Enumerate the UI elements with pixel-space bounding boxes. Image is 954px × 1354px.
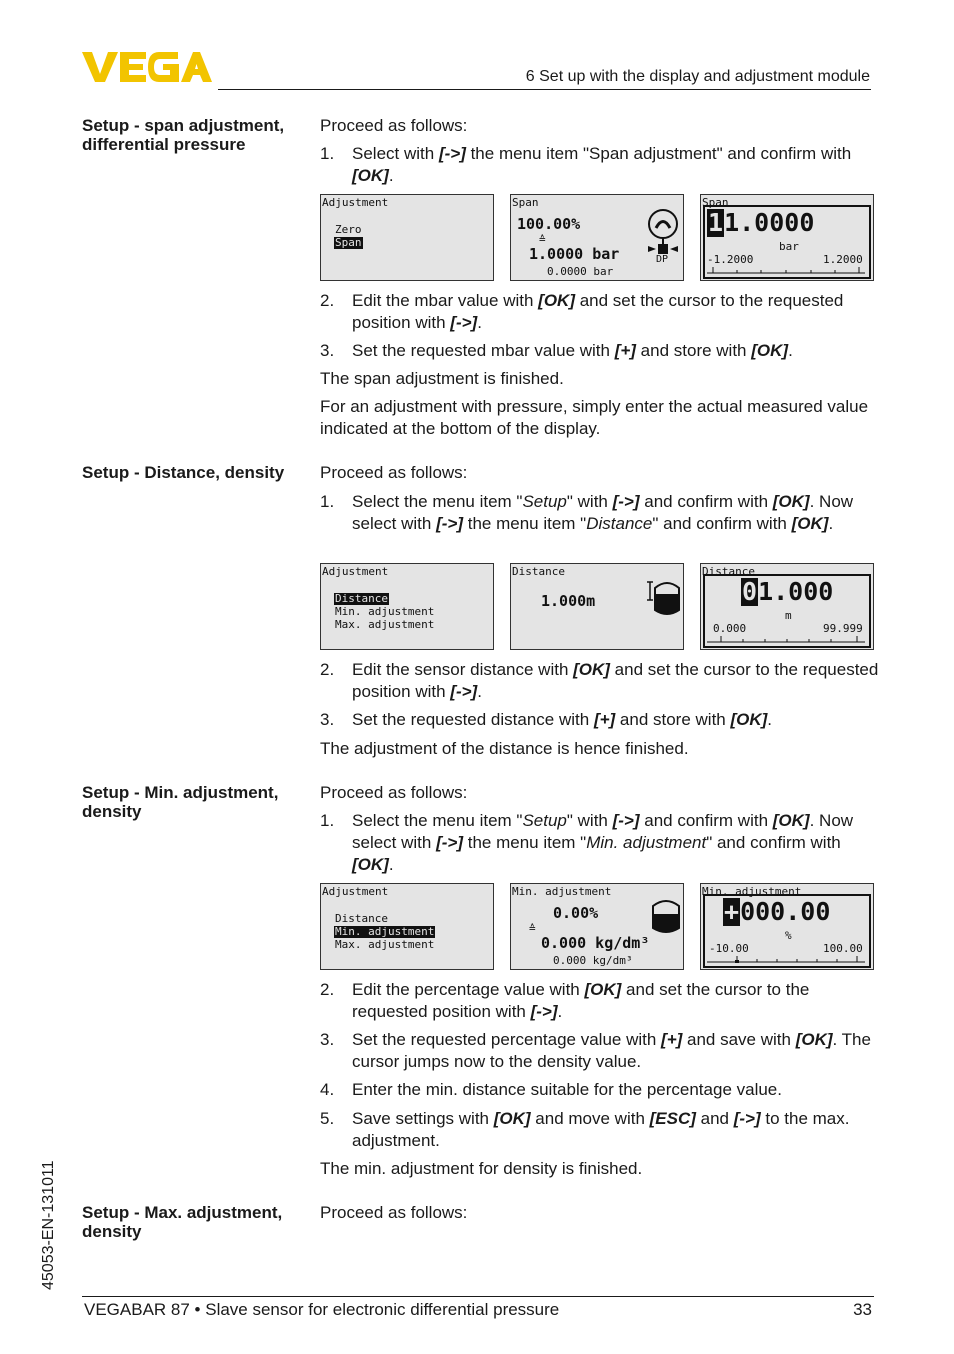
lcd-max: 100.00	[823, 942, 863, 955]
footer-rule	[82, 1296, 874, 1297]
section-heading-max-adjustment: Setup - Max. adjustment, density	[82, 1203, 283, 1241]
step-number: 3.	[320, 710, 335, 729]
lcd-edit-frame	[703, 205, 871, 279]
page-number: 33	[853, 1300, 872, 1319]
lcd-unit: bar	[779, 240, 799, 253]
lcd-edit-frame	[703, 574, 871, 648]
step-number: 1.	[320, 492, 335, 511]
step-number: 3.	[320, 341, 335, 360]
lcd-percent: 0.00%	[553, 904, 599, 922]
step-number: 2.	[320, 980, 335, 999]
tank-icon	[651, 896, 681, 936]
lcd-title: Adjustment	[322, 565, 389, 578]
distance-finished: The adjustment of the distance is hence finished.	[320, 739, 689, 758]
lcd-title: Distance	[702, 565, 755, 578]
lcd-scale	[707, 954, 865, 964]
lcd-min: 0.000	[713, 622, 747, 635]
tank-distance-icon	[645, 578, 681, 618]
lcd-title: Adjustment	[322, 885, 389, 898]
lcd-title: Min. adjustment	[702, 885, 802, 898]
lcd-equals-sign: ≙	[539, 233, 546, 246]
step-number: 1.	[320, 144, 335, 163]
step-number: 2.	[320, 660, 335, 679]
lcd-menu-item: Max. adjustment	[335, 618, 435, 631]
lcd-value: 1.000m	[541, 592, 596, 610]
lcd-scale	[707, 265, 865, 275]
lcd-menu-item: Zero	[335, 223, 362, 236]
header-rule	[218, 89, 871, 90]
lcd-edit-frame	[703, 894, 871, 968]
lcd-title: Span	[512, 196, 539, 209]
lcd-unit: m	[785, 609, 792, 622]
section-heading-span: Setup - span adjustment, differential pressure	[82, 116, 285, 154]
lcd-unit: %	[785, 929, 792, 942]
lcd-min-edit	[700, 883, 874, 970]
lcd-bottom-value: 0.000 kg/dm³	[553, 954, 633, 967]
lcd-scale	[707, 634, 865, 644]
step-number: 1.	[320, 811, 335, 830]
lcd-menu-item-selected: Distance	[335, 592, 388, 605]
distance-intro: Proceed as follows:	[320, 463, 468, 482]
min-intro: Proceed as follows:	[320, 783, 468, 802]
lcd-edit-value: 1.000	[758, 577, 834, 606]
lcd-cursor: 1	[708, 208, 724, 237]
step-number: 3.	[320, 1030, 335, 1049]
footer-product: VEGABAR 87 • Slave sensor for electronic differential pressure	[84, 1300, 560, 1319]
step-number: 2.	[320, 291, 335, 310]
lcd-min: -10.00	[709, 942, 749, 955]
section-heading-min-adjustment: Setup - Min. adjustment, density	[82, 783, 279, 821]
lcd-title: Adjustment	[322, 196, 389, 209]
lcd-title: Min. adjustment	[512, 885, 612, 898]
lcd-menu-item: Min. adjustment	[335, 605, 435, 618]
span-intro: Proceed as follows:	[320, 116, 468, 135]
min-finished: The min. adjustment for density is finished.	[320, 1159, 643, 1178]
lcd-distance-menu	[320, 563, 494, 650]
step-number: 4.	[320, 1080, 335, 1099]
step-number: 5.	[320, 1109, 335, 1128]
lcd-cursor: +	[724, 897, 740, 926]
lcd-title: Distance	[512, 565, 565, 578]
chapter-title: 6 Set up with the display and adjustment module	[525, 68, 870, 85]
span-note: For an adjustment with pressure, simply enter the actual measured value indicated at the bottom of the display.	[320, 397, 869, 438]
lcd-menu-item: Max. adjustment	[335, 938, 435, 951]
lcd-edit-value: 000.00	[740, 897, 831, 926]
vega-logo	[82, 50, 212, 84]
span-finished: The span adjustment is finished.	[320, 369, 564, 388]
lcd-span-adjustment-menu	[320, 194, 494, 281]
lcd-max: 99.999	[823, 622, 863, 635]
lcd-distance-edit	[700, 563, 874, 650]
lcd-min: -1.2000	[707, 253, 754, 266]
lcd-bottom-value: 0.0000 bar	[547, 265, 614, 278]
lcd-distance-value	[510, 563, 684, 650]
lcd-span-edit	[700, 194, 874, 281]
lcd-percent: 100.00%	[517, 215, 581, 233]
document-id: 45053-EN-131011	[40, 1160, 57, 1290]
lcd-title: Span	[702, 196, 729, 209]
lcd-edit-value: 1.0000	[724, 208, 815, 237]
lcd-span-value	[510, 194, 684, 281]
lcd-dp-label: DP	[656, 254, 669, 265]
lcd-equals-sign: ≙	[529, 922, 536, 935]
lcd-menu-item-selected: Span	[335, 236, 362, 249]
lcd-max: 1.2000	[823, 253, 863, 266]
lcd-cursor: 0	[742, 577, 758, 606]
section-heading-distance: Setup - Distance, density	[82, 463, 285, 482]
lcd-min-value	[510, 883, 684, 970]
lcd-menu-item-selected: Min. adjustment	[335, 925, 435, 938]
lcd-menu-item: Distance	[335, 912, 388, 925]
lcd-value: 0.000 kg/dm³	[541, 934, 650, 952]
lcd-value: 1.0000 bar	[529, 245, 620, 263]
lcd-min-menu	[320, 883, 494, 970]
max-intro: Proceed as follows:	[320, 1203, 468, 1222]
